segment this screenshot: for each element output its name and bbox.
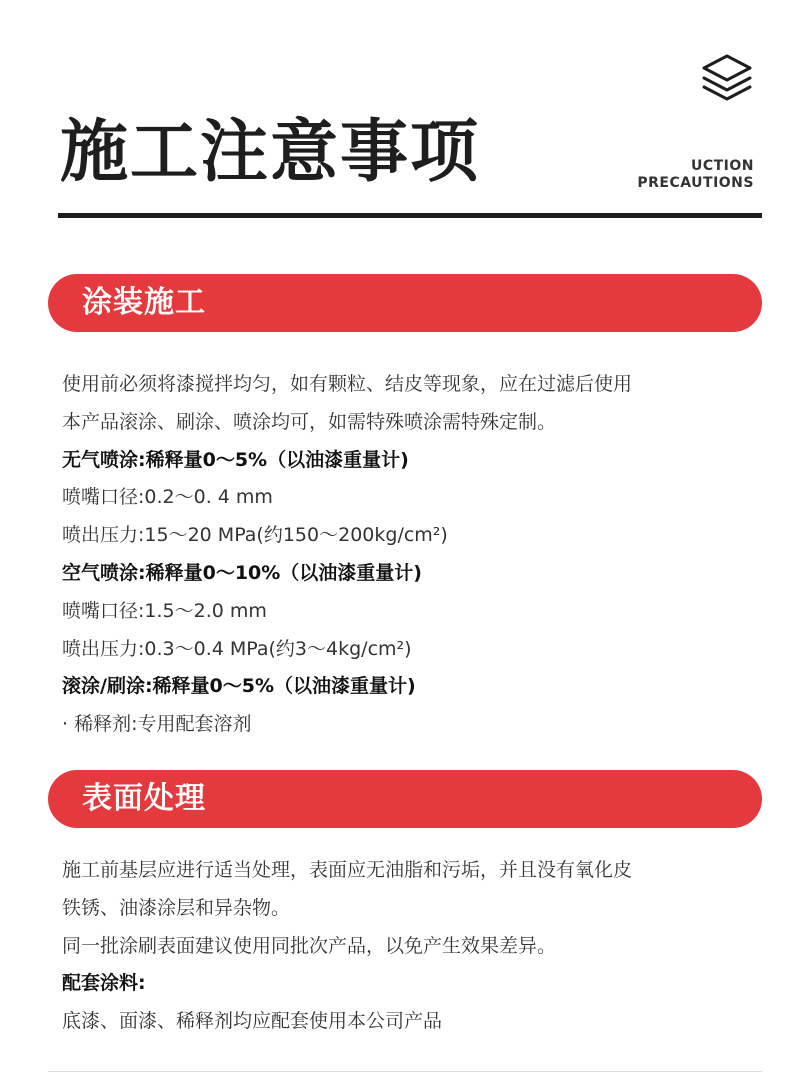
text-line: · 稀释剂:专用配套溶剂 [62,713,252,736]
page-title: 施工注意事项 [60,113,481,192]
text-line: 施工前基层应进行适当处理，表面应无油脂和污垢，并且没有氧化皮 [62,859,633,881]
page-title-english-line2: PRECAUTIONS [637,175,754,191]
text-line: 使用前必须将漆搅拌均匀，如有颗粒、结皮等现象，应在过滤后使用 [62,373,633,395]
bottom-divider [48,1071,762,1072]
text-line: 本产品滚涂、刷涂、喷涂均可，如需特殊喷涂需特殊定制。 [62,410,557,433]
text-line: 喷出压力:15～20 MPa(约150～200kg/cm²) [62,524,448,547]
page-title-english [637,158,754,192]
page-title-english-line1: UCTION [690,158,754,174]
text-line: 喷嘴口径:0.2～0. 4 mm [62,486,273,509]
text-line: 喷嘴口径:1.5～2.0 mm [62,599,267,622]
section-banner-surface [48,770,762,828]
text-line-heading: 空气喷涂:稀释量0～10%（以油漆重量计) [62,561,422,584]
section-banner-coating [48,274,762,332]
text-line-heading: 滚涂/刷涂:稀释量0～5%（以油漆重量计) [62,675,416,698]
section-title: 涂装施工 [82,285,206,320]
section-content-coating [62,366,752,744]
text-line: 喷出压力:0.3～0.4 MPa(约3～4kg/cm²) [62,637,412,660]
text-line: 同一批涂刷表面建议使用同批次产品，以免产生效果差异。 [62,934,557,957]
layers-icon [700,52,754,102]
title-divider [58,213,762,218]
text-line-heading: 配套涂料: [62,972,146,995]
section-content-surface [62,852,752,1041]
text-line-heading: 无气喷涂:稀释量0～5%（以油漆重量计) [62,448,409,471]
section-title: 表面处理 [82,781,206,816]
text-line: 底漆、面漆、稀释剂均应配套使用本公司产品 [62,1010,443,1033]
text-line: 铁锈、油漆涂层和异杂物。 [62,896,291,919]
